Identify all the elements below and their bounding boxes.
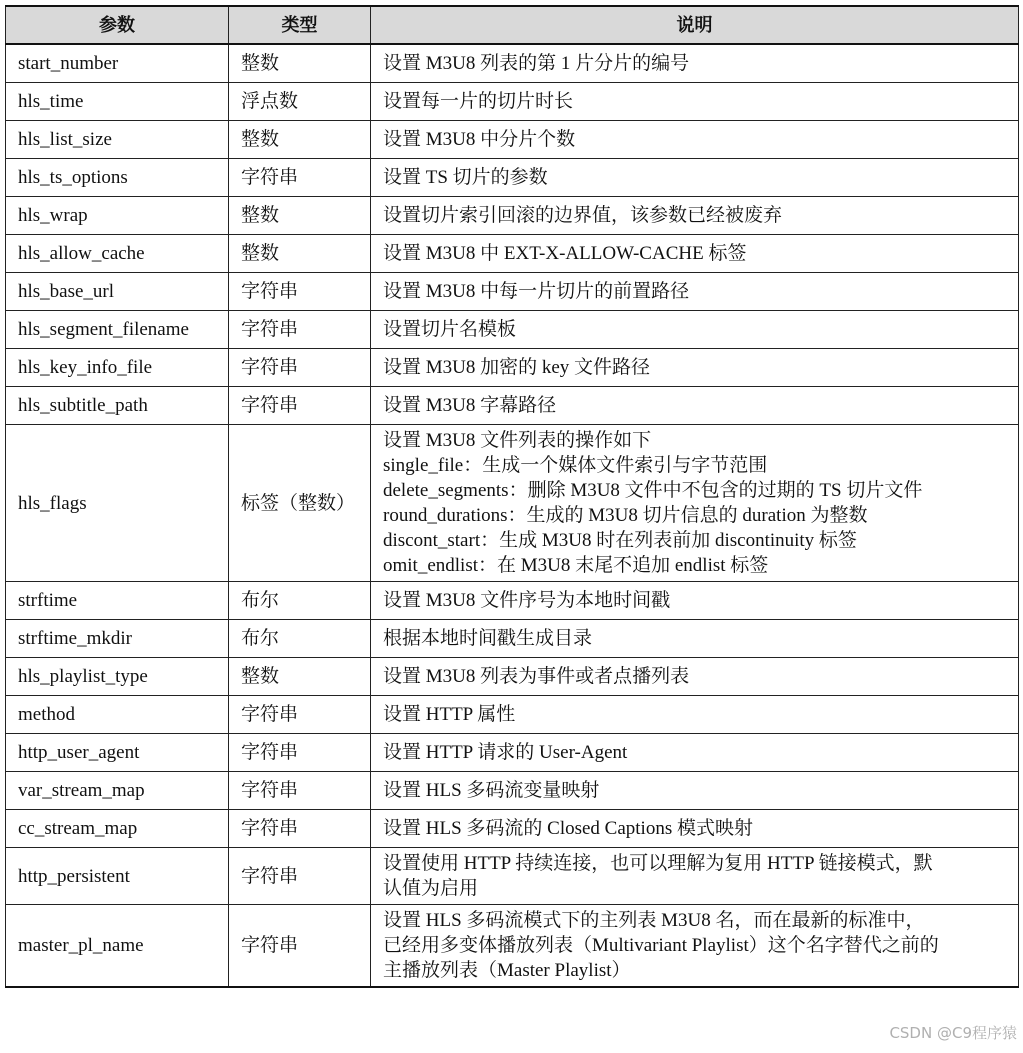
desc-line: 设置 HLS 多码流变量映射 — [383, 780, 600, 801]
desc-line: single_file：生成一个媒体文件索引与字节范围 — [383, 455, 768, 476]
desc-cell — [371, 235, 1019, 273]
param-cell: start_number — [6, 44, 229, 83]
desc-cell — [371, 83, 1019, 121]
table-header — [6, 6, 1019, 44]
header-row — [6, 6, 1019, 44]
type-cell: 字符串 — [229, 273, 371, 311]
param-cell: http_user_agent — [6, 734, 229, 772]
param-cell: hls_subtitle_path — [6, 387, 229, 425]
table-row — [6, 658, 1019, 696]
desc-line: 设置 M3U8 文件序号为本地时间戳 — [383, 590, 671, 611]
param-cell: method — [6, 696, 229, 734]
type-cell: 字符串 — [229, 387, 371, 425]
desc-line: 设置切片索引回滚的边界值，该参数已经被废弃 — [383, 205, 783, 226]
param-cell: hls_list_size — [6, 121, 229, 159]
table-row — [6, 197, 1019, 235]
type-cell: 布尔 — [229, 620, 371, 658]
param-cell: http_persistent — [6, 848, 229, 905]
desc-line: 设置 M3U8 中 EXT-X-ALLOW-CACHE 标签 — [383, 243, 747, 264]
desc-line: omit_endlist：在 M3U8 末尾不追加 endlist 标签 — [383, 555, 769, 576]
table-row — [6, 349, 1019, 387]
table-row — [6, 810, 1019, 848]
desc-line: 设置 M3U8 列表为事件或者点播列表 — [383, 666, 690, 687]
header-type: 类型 — [229, 6, 371, 44]
type-cell: 整数 — [229, 658, 371, 696]
table-row — [6, 425, 1019, 582]
watermark: CSDN @C9程序猿 — [889, 1024, 1017, 1042]
desc-cell — [371, 696, 1019, 734]
desc-line: 设置 HTTP 请求的 User-Agent — [383, 742, 628, 763]
desc-cell — [371, 273, 1019, 311]
type-cell: 浮点数 — [229, 83, 371, 121]
type-cell: 字符串 — [229, 696, 371, 734]
param-cell: hls_time — [6, 83, 229, 121]
param-cell: hls_playlist_type — [6, 658, 229, 696]
table-row — [6, 696, 1019, 734]
desc-cell — [371, 620, 1019, 658]
type-cell: 整数 — [229, 121, 371, 159]
desc-cell — [371, 848, 1019, 905]
table-row — [6, 273, 1019, 311]
desc-line: round_durations：生成的 M3U8 切片信息的 duration 为整数 — [383, 505, 868, 526]
table-row — [6, 905, 1019, 988]
table-row — [6, 734, 1019, 772]
table-row — [6, 772, 1019, 810]
type-cell: 整数 — [229, 235, 371, 273]
type-cell: 字符串 — [229, 734, 371, 772]
table-row — [6, 235, 1019, 273]
type-cell: 字符串 — [229, 159, 371, 197]
desc-line: 认值为启用 — [383, 878, 479, 899]
type-cell: 字符串 — [229, 905, 371, 988]
type-cell: 字符串 — [229, 772, 371, 810]
table-row — [6, 159, 1019, 197]
param-cell: hls_wrap — [6, 197, 229, 235]
header-param: 参数 — [6, 6, 229, 44]
desc-line: 设置 M3U8 中每一片切片的前置路径 — [383, 281, 690, 302]
param-cell: cc_stream_map — [6, 810, 229, 848]
type-cell: 整数 — [229, 197, 371, 235]
desc-line: 设置每一片的切片时长 — [383, 91, 574, 112]
header-desc: 说明 — [371, 6, 1019, 44]
desc-line: 根据本地时间戳生成目录 — [383, 628, 593, 649]
desc-line: 设置 HLS 多码流模式下的主列表 M3U8 名，而在最新的标准中， — [383, 910, 925, 931]
desc-line: 设置 M3U8 字幕路径 — [383, 395, 557, 416]
table-row — [6, 848, 1019, 905]
desc-line: delete_segments：删除 M3U8 文件中不包含的过期的 TS 切片文件 — [383, 480, 923, 501]
table-row — [6, 83, 1019, 121]
table-row — [6, 582, 1019, 620]
desc-cell — [371, 349, 1019, 387]
desc-cell — [371, 159, 1019, 197]
desc-cell — [371, 734, 1019, 772]
desc-cell — [371, 582, 1019, 620]
param-cell: master_pl_name — [6, 905, 229, 988]
param-cell: hls_ts_options — [6, 159, 229, 197]
desc-cell — [371, 772, 1019, 810]
table-row — [6, 44, 1019, 83]
desc-cell — [371, 387, 1019, 425]
type-cell: 字符串 — [229, 311, 371, 349]
type-cell: 布尔 — [229, 582, 371, 620]
desc-line: 设置 M3U8 文件列表的操作如下 — [383, 430, 652, 451]
param-cell: strftime_mkdir — [6, 620, 229, 658]
desc-line: 设置 M3U8 中分片个数 — [383, 129, 576, 150]
desc-line: 设置 M3U8 加密的 key 文件路径 — [383, 357, 651, 378]
desc-cell — [371, 197, 1019, 235]
desc-cell — [371, 658, 1019, 696]
desc-line: 设置 HTTP 属性 — [383, 704, 516, 725]
desc-line: discont_start：生成 M3U8 时在列表前加 discontinuity 标签 — [383, 530, 857, 551]
desc-line: 设置使用 HTTP 持续连接，也可以理解为复用 HTTP 链接模式，默 — [383, 853, 933, 874]
desc-cell — [371, 425, 1019, 582]
param-cell: hls_allow_cache — [6, 235, 229, 273]
type-cell: 字符串 — [229, 349, 371, 387]
desc-cell — [371, 44, 1019, 83]
param-cell: hls_flags — [6, 425, 229, 582]
desc-line: 主播放列表（Master Playlist） — [383, 960, 631, 981]
table-row — [6, 387, 1019, 425]
param-cell: hls_segment_filename — [6, 311, 229, 349]
type-cell: 整数 — [229, 44, 371, 83]
desc-cell — [371, 311, 1019, 349]
table-row — [6, 311, 1019, 349]
desc-cell — [371, 810, 1019, 848]
table-row — [6, 620, 1019, 658]
desc-cell — [371, 905, 1019, 988]
param-cell: var_stream_map — [6, 772, 229, 810]
type-cell: 字符串 — [229, 848, 371, 905]
desc-line: 设置 M3U8 列表的第 1 片分片的编号 — [383, 53, 690, 74]
desc-line: 设置切片名模板 — [383, 319, 517, 340]
param-cell: hls_base_url — [6, 273, 229, 311]
type-cell: 字符串 — [229, 810, 371, 848]
table-row — [6, 121, 1019, 159]
param-cell: hls_key_info_file — [6, 349, 229, 387]
desc-line: 设置 HLS 多码流的 Closed Captions 模式映射 — [383, 818, 753, 839]
desc-line: 设置 TS 切片的参数 — [383, 167, 548, 188]
type-cell: 标签（整数） — [229, 425, 371, 582]
table-body — [6, 44, 1019, 987]
desc-cell — [371, 121, 1019, 159]
parameter-table — [5, 5, 1019, 988]
param-cell: strftime — [6, 582, 229, 620]
desc-line: 已经用多变体播放列表（Multivariant Playlist）这个名字替代之前的 — [383, 935, 939, 956]
